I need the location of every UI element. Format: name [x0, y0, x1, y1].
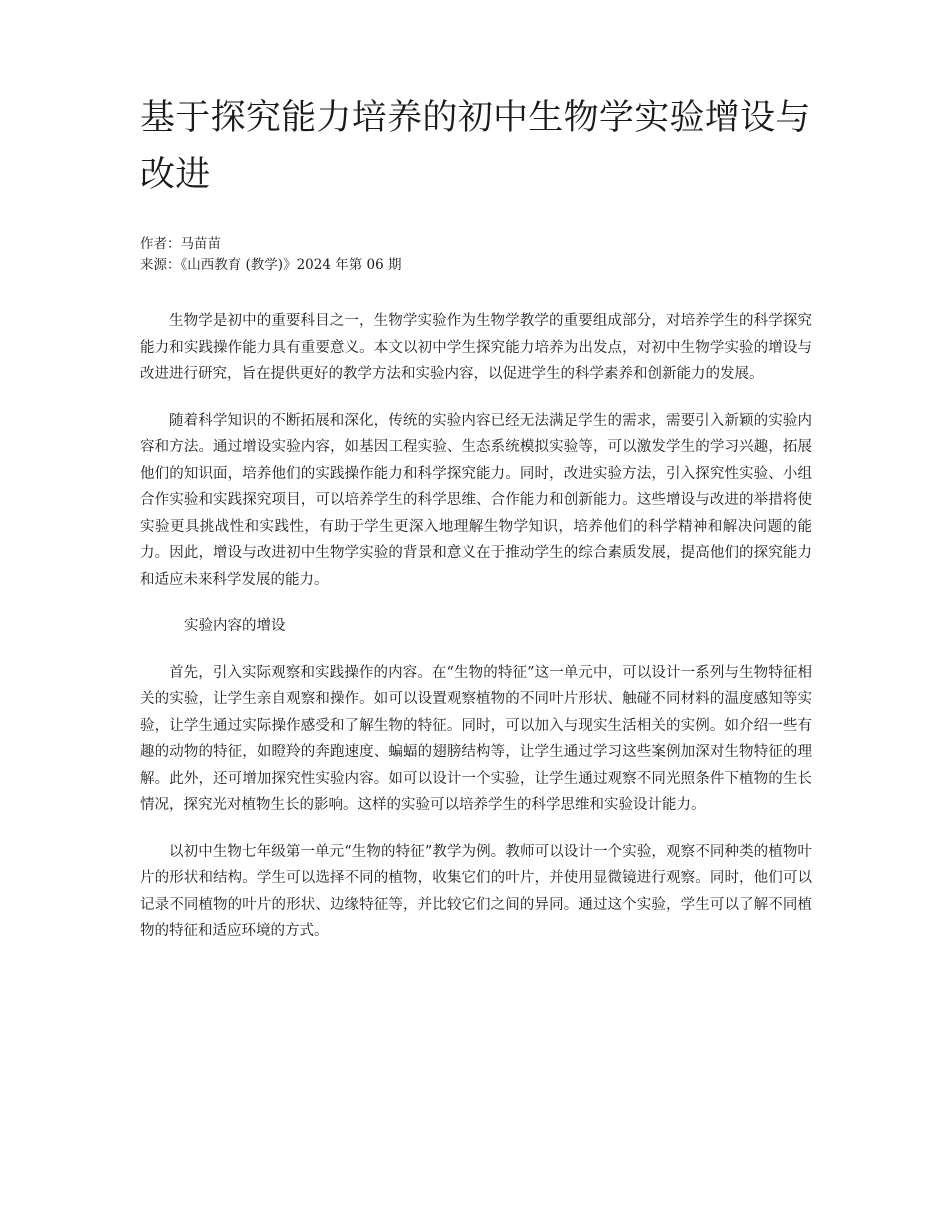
source-line: 来源：《山西教育 (教学)》2024 年第 06 期 [140, 257, 402, 273]
paragraph-content-addition: 首先，引入实际观察和实践操作的内容。在“生物的特征”这一单元中，可以设计一系列与生物特征相关的实验，让学生亲自观察和操作。如可以设置观察植物的不同叶片形状、触碰不同材料的温度感知等实验，让学生通过实际操作感受和了解生物的特征。同时，可以加入与现实生活相关的实例。如介绍一些有趣的动物的特征，如瞪羚的奔跑速度、蝙蝠的翅膀结构等，让学生通过学习这些案例加深对生物特征的理解。此外，还可增加探究性实验内容。如可以设计一个实验，让学生通过观察不同光照条件下植物的生长情况，探究光对植物生长的影响。这样的实验可以培养学生的科学思维和实验设计能力。 [140, 664, 812, 813]
author-line: 作者：马苗苗 [140, 236, 221, 252]
paragraph-background: 随着科学知识的不断拓展和深化，传统的实验内容已经无法满足学生的需求，需要引入新颖的实验内容和方法。通过增设实验内容，如基因工程实验、生态系统模拟实验等，可以激发学生的学习兴趣，拓展他们的知识面，培养他们的实践操作能力和科学探究能力。同时，改进实验方法，引入探究性实验、小组合作实验和实践探究项目，可以培养学生的科学思维、合作能力和创新能力。这些增设与改进的举措将使实验更具挑战性和实践性，有助于学生更深入地理解生物学知识，培养他们的科学精神和解决问题的能力。因此，增设与改进初中生物学实验的背景和意义在于推动学生的综合素质发展，提高他们的探究能力和适应未来科学发展的能力。 [140, 412, 812, 588]
article-title: 基于探究能力培养的初中生物学实验增设与改进 [140, 98, 811, 195]
article-page [140, 90, 812, 945]
article-meta [140, 234, 812, 276]
paragraph-example: 以初中生物七年级第一单元“生物的特征”教学为例。教师可以设计一个实验，观察不同种类的植物叶片的形状和结构。学生可以选择不同的植物，收集它们的叶片，并使用显微镜进行观察。同时，他们可以记录不同植物的叶片的形状、边缘特征等，并比较它们之间的异同。通过这个实验，学生可以了解不同植物的特征和适应环境的方式。 [140, 843, 812, 939]
section-heading: 实验内容的增设 [184, 618, 286, 634]
paragraph-intro: 生物学是初中的重要科目之一，生物学实验作为生物学教学的重要组成部分，对培养学生的科学探究能力和实践操作能力具有重要意义。本文以初中学生探究能力培养为出发点，对初中生物学实验的增设与改进进行研究，旨在提供更好的教学方法和实验内容，以促进学生的科学素养和创新能力的发展。 [140, 313, 812, 382]
